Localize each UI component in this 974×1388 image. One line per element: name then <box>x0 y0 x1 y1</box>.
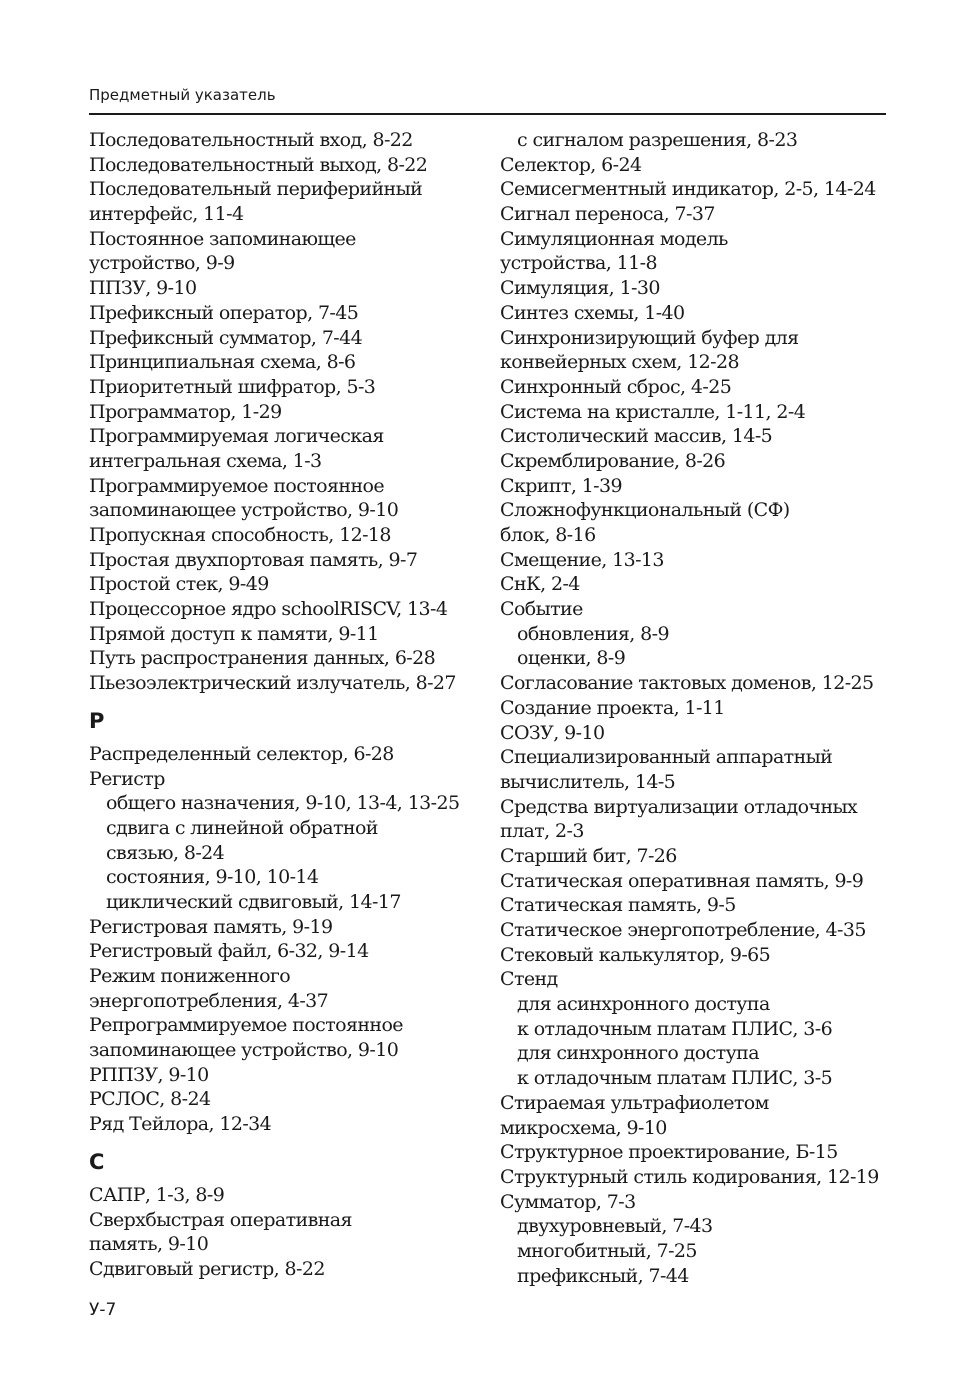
index-entry: Стенд <box>500 968 558 991</box>
index-entry: Префиксный сумматор, 7-44 <box>89 326 363 349</box>
index-entry: Последовательностный выход, 8-22 <box>89 153 428 176</box>
entry-group <box>89 128 489 696</box>
index-column-left <box>89 128 489 1282</box>
index-entry: Стековый калькулятор, 9-65 <box>500 943 771 966</box>
index-entry: микросхема, 9-10 <box>500 1116 667 1139</box>
index-entry: Система на кристалле, 1-11, 2-4 <box>500 400 806 423</box>
index-entry: Согласование тактовых доменов, 12-25 <box>500 672 874 695</box>
index-entry: ППЗУ, 9-10 <box>89 277 197 300</box>
index-entry: Структурное проектирование, Б-15 <box>500 1141 838 1164</box>
index-entry: РСЛОС, 8-24 <box>89 1088 211 1111</box>
subentry-group <box>500 128 886 153</box>
index-entry: Симуляционная модель <box>500 227 728 250</box>
index-entry: интерфейс, 11-4 <box>89 203 244 226</box>
index-entry: устройства, 11-8 <box>500 252 657 275</box>
index-entry: память, 9-10 <box>89 1233 209 1256</box>
index-entry: Пьезоэлектрический излучатель, 8-27 <box>89 672 456 695</box>
section-heading: С <box>89 1149 105 1174</box>
index-entry: СОЗУ, 9-10 <box>500 721 605 744</box>
index-subentry: для асинхронного доступа <box>517 993 770 1016</box>
index-entry: плат, 2-3 <box>500 820 584 843</box>
index-entry: Создание проекта, 1-11 <box>500 696 725 719</box>
index-entry: Прямой доступ к памяти, 9-11 <box>89 622 379 645</box>
index-entry: Статическая оперативная память, 9-9 <box>500 869 864 892</box>
index-subentry: оценки, 8-9 <box>517 647 626 670</box>
index-subentry: с сигналом разрешения, 8-23 <box>517 129 798 151</box>
index-subentry: двухуровневый, 7-43 <box>517 1215 713 1238</box>
index-entry: Распределенный селектор, 6-28 <box>89 742 394 765</box>
index-entry: Регистровый файл, 6-32, 9-14 <box>89 940 369 963</box>
index-entry: устройство, 9-9 <box>89 252 235 275</box>
index-entry: Принципиальная схема, 8-6 <box>89 351 356 374</box>
index-entry: Пропускная способность, 12-18 <box>89 524 391 546</box>
index-subentry: для синхронного доступа <box>517 1042 759 1065</box>
index-entry: Средства виртуализации отладочных <box>500 795 858 818</box>
index-entry: Сверхбыстрая оперативная <box>89 1208 352 1231</box>
index-entry: Путь распространения данных, 6-28 <box>89 647 436 670</box>
index-entry: энергопотребления, 4-37 <box>89 989 329 1012</box>
index-subentry: к отладочным платам ПЛИС, 3-6 <box>517 1017 833 1040</box>
index-entry: Ряд Тейлора, 12-34 <box>89 1113 272 1136</box>
index-subentry: обновления, 8-9 <box>517 622 669 645</box>
entry-group <box>500 1091 886 1214</box>
index-entry: Стираемая ультрафиолетом <box>500 1091 769 1114</box>
index-subentry: префиксный, 7-44 <box>517 1264 689 1287</box>
index-entry: Репрограммируемое постоянное <box>89 1014 403 1037</box>
index-subentry: к отладочным платам ПЛИС, 3-5 <box>517 1067 833 1090</box>
index-entry: запоминающее устройство, 9-10 <box>89 1039 399 1062</box>
index-entry: Программируемое постоянное <box>89 474 385 497</box>
index-entry: Скрипт, 1-39 <box>500 474 622 497</box>
index-entry: вычислитель, 14-5 <box>500 770 676 793</box>
index-entry: Смещение, 13-13 <box>500 548 664 571</box>
index-entry: Семисегментный индикатор, 2-5, 14-24 <box>500 178 876 201</box>
index-subentry: сдвига с линейной обратной <box>106 816 378 839</box>
index-entry: Синтез схемы, 1-40 <box>500 301 685 324</box>
index-entry: Простой стек, 9-49 <box>89 573 269 596</box>
index-entry: Простая двухпортовая память, 9-7 <box>89 548 418 571</box>
index-entry: Систолический массив, 14-5 <box>500 425 773 448</box>
index-entry: запоминающее устройство, 9-10 <box>89 499 399 522</box>
index-entry: Процессорное ядро schoolRISCV, 13-4 <box>89 598 448 621</box>
subentry-group <box>500 622 886 671</box>
entry-group <box>500 671 886 992</box>
index-entry: Постоянное запоминающее <box>89 227 356 250</box>
index-entry: Программируемая логическая <box>89 425 384 448</box>
index-entry: Событие <box>500 598 583 621</box>
entry-group <box>89 1183 489 1282</box>
index-entry: Последовательный периферийный <box>89 178 423 201</box>
index-subentry: общего назначения, 9-10, 13-4, 13-25 <box>106 792 460 815</box>
index-entry: Последовательностный вход, 8-22 <box>89 129 413 151</box>
page-number: У-7 <box>89 1300 117 1320</box>
index-entry: Сложнофункциональный (СФ) <box>500 499 790 522</box>
index-entry: Симуляция, 1-30 <box>500 277 660 300</box>
index-entry: Старший бит, 7-26 <box>500 844 677 867</box>
entry-group <box>89 742 489 791</box>
index-subentry: многобитный, 7-25 <box>517 1239 697 1262</box>
entry-group <box>500 153 886 622</box>
index-subentry: связью, 8-24 <box>106 841 225 864</box>
index-subentry: состояния, 9-10, 10-14 <box>106 866 319 889</box>
index-entry: Статическое энергопотребление, 4-35 <box>500 919 866 941</box>
index-entry: Синхронизирующий буфер для <box>500 326 799 349</box>
index-entry: конвейерных схем, 12-28 <box>500 351 739 374</box>
subentry-group <box>89 791 489 914</box>
index-entry: СнК, 2-4 <box>500 573 580 596</box>
subentry-group <box>500 1214 886 1288</box>
index-entry: блок, 8-16 <box>500 524 596 546</box>
index-entry: интегральная схема, 1-3 <box>89 449 322 472</box>
index-entry: Сдвиговый регистр, 8-22 <box>89 1257 325 1280</box>
index-entry: РППЗУ, 9-10 <box>89 1063 209 1086</box>
entry-group <box>89 915 489 1137</box>
index-entry: Приоритетный шифратор, 5-3 <box>89 375 376 398</box>
index-entry: Селектор, 6-24 <box>500 153 642 176</box>
index-column-right <box>500 128 886 1288</box>
index-entry: Статическая память, 9-5 <box>500 894 736 917</box>
running-header: Предметный указатель <box>89 86 276 104</box>
index-entry: Сигнал переноса, 7-37 <box>500 203 715 226</box>
index-entry: Программатор, 1-29 <box>89 400 282 423</box>
index-entry: Регистровая память, 9-19 <box>89 915 333 938</box>
index-entry: Скремблирование, 8-26 <box>500 449 726 472</box>
index-entry: САПР, 1-3, 8-9 <box>89 1183 225 1206</box>
index-entry: Структурный стиль кодирования, 12-19 <box>500 1165 879 1188</box>
index-entry: Синхронный сброс, 4-25 <box>500 375 732 398</box>
index-subentry: циклический сдвиговый, 14-17 <box>106 890 401 913</box>
section-heading: Р <box>89 708 105 733</box>
index-entry: Регистр <box>89 767 165 790</box>
index-entry: Специализированный аппаратный <box>500 746 833 769</box>
index-entry: Режим пониженного <box>89 965 291 987</box>
index-entry: Сумматор, 7-3 <box>500 1190 636 1213</box>
index-entry: Префиксный оператор, 7-45 <box>89 301 359 324</box>
header-rule <box>89 113 886 115</box>
subentry-group <box>500 992 886 1091</box>
